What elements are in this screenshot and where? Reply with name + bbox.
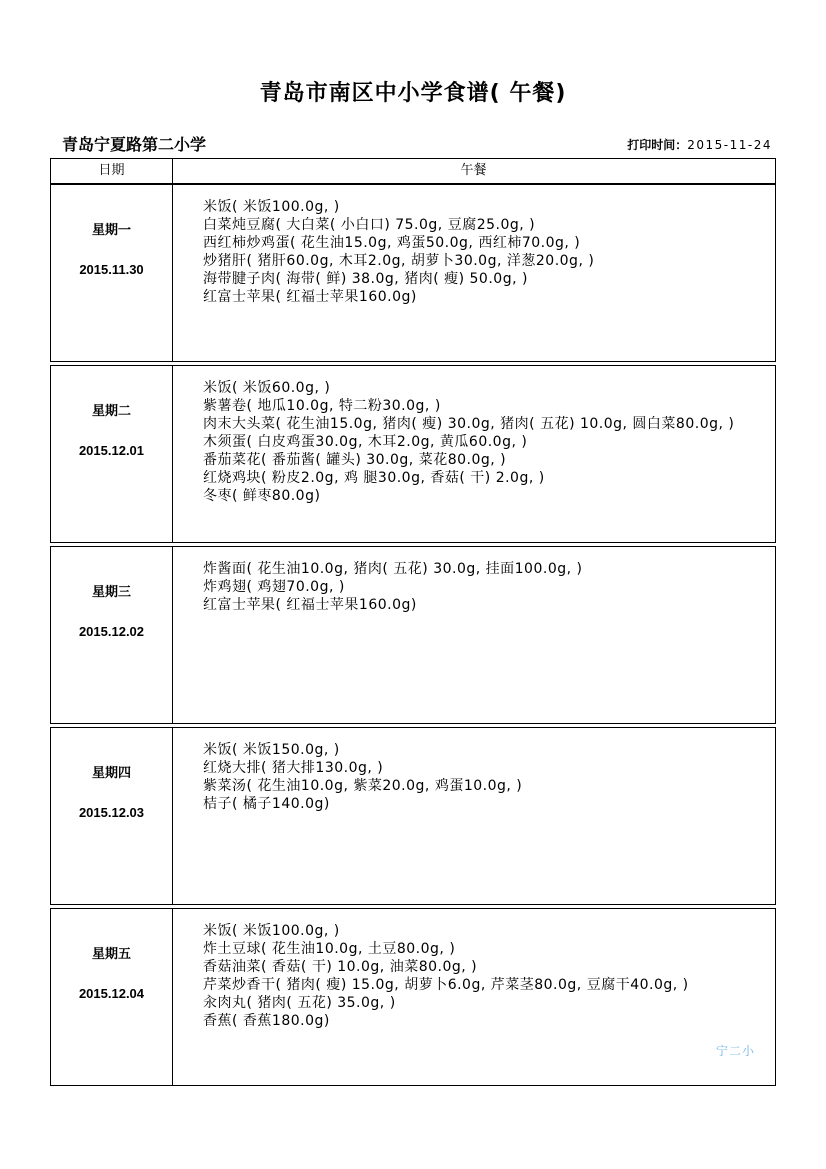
meal-items <box>203 379 763 505</box>
weekday-label: 星期五 <box>91 947 131 962</box>
table-row <box>50 184 776 362</box>
page-title: 青岛市南区中小学食谱( 午餐) <box>259 81 567 106</box>
weekday-label: 星期三 <box>91 585 131 600</box>
meal-item: 米饭( 米饭100.0g, ) <box>203 923 340 939</box>
date-label: 2015.12.03 <box>78 805 145 820</box>
meal-item: 红富士苹果( 红福士苹果160.0g) <box>203 289 417 305</box>
table-row <box>50 546 776 724</box>
meal-items <box>203 741 763 813</box>
meal-item: 炸鸡翅( 鸡翅70.0g, ) <box>203 579 345 595</box>
date-label: 2015.12.01 <box>78 443 145 458</box>
meal-item: 冬枣( 鲜枣80.0g) <box>203 488 321 504</box>
meal-item: 炒猪肝( 猪肝60.0g, 木耳2.0g, 胡萝卜30.0g, 洋葱20.0g, ) <box>203 253 595 269</box>
meal-item: 米饭( 米饭100.0g, ) <box>203 199 340 215</box>
meal-item: 海带腱子肉( 海带( 鲜) 38.0g, 猪肉( 瘦) 50.0g, ) <box>203 271 528 287</box>
meal-item: 香菇油菜( 香菇( 干) 10.0g, 油菜80.0g, ) <box>203 959 478 975</box>
table-row <box>50 365 776 543</box>
date-label: 2015.11.30 <box>79 262 144 277</box>
date-cell <box>51 185 173 361</box>
meal-item: 西红柿炒鸡蛋( 花生油15.0g, 鸡蛋50.0g, 西红柿70.0g, ) <box>203 235 581 251</box>
table-row <box>50 908 776 1086</box>
date-cell <box>51 728 173 904</box>
date-cell <box>51 909 173 1085</box>
meal-item: 香蕉( 香蕉180.0g) <box>203 1013 330 1029</box>
meal-item: 木须蛋( 白皮鸡蛋30.0g, 木耳2.0g, 黄瓜60.0g, ) <box>203 434 528 450</box>
meal-item: 米饭( 米饭60.0g, ) <box>203 380 331 396</box>
meal-item: 红烧大排( 猪大排130.0g, ) <box>203 760 384 776</box>
table-header <box>50 158 776 184</box>
meal-item: 番茄菜花( 番茄酱( 罐头) 30.0g, 菜花80.0g, ) <box>203 452 507 468</box>
weekday-label: 星期二 <box>91 404 131 419</box>
meal-item: 炸土豆球( 花生油10.0g, 土豆80.0g, ) <box>203 941 456 957</box>
meal-item: 红烧鸡块( 粉皮2.0g, 鸡 腿30.0g, 香菇( 干) 2.0g, ) <box>203 470 545 486</box>
date-label: 2015.12.04 <box>78 986 145 1001</box>
print-time-value: 2015-11-24 <box>687 138 772 152</box>
meal-item: 肉末大头菜( 花生油15.0g, 猪肉( 瘦) 30.0g, 猪肉( 五花) 10.0g, 圆白菜80.0g, ) <box>203 416 735 432</box>
meal-item: 米饭( 米饭150.0g, ) <box>203 742 340 758</box>
school-name: 青岛宁夏路第二小学 <box>62 135 207 154</box>
weekday-label: 星期一 <box>91 223 131 238</box>
school-stamp: 宁二小 <box>716 1044 756 1058</box>
weekday-label: 星期四 <box>91 766 131 781</box>
date-label: 2015.12.02 <box>78 624 145 639</box>
meal-item: 炸酱面( 花生油10.0g, 猪肉( 五花) 30.0g, 挂面100.0g, ) <box>203 561 583 577</box>
print-time-label: 打印时间： <box>627 138 688 152</box>
meal-items <box>203 560 763 614</box>
print-time <box>627 136 772 153</box>
meal-items <box>203 198 763 306</box>
table-row <box>50 727 776 905</box>
date-column-header: 日期 <box>51 159 173 183</box>
lunch-column-header: 午餐 <box>460 163 487 178</box>
meal-item: 芹菜炒香干( 猪肉( 瘦) 15.0g, 胡萝卜6.0g, 芹菜茎80.0g, 豆腐干40.0g, ) <box>203 977 689 993</box>
meal-item: 汆肉丸( 猪肉( 五花) 35.0g, ) <box>203 995 396 1011</box>
meal-items <box>203 922 763 1030</box>
date-cell <box>51 547 173 723</box>
meal-item: 紫薯卷( 地瓜10.0g, 特二粉30.0g, ) <box>203 398 441 414</box>
meal-item: 红富士苹果( 红福士苹果160.0g) <box>203 597 417 613</box>
meal-item: 桔子( 橘子140.0g) <box>203 796 330 812</box>
date-cell <box>51 366 173 542</box>
meal-item: 紫菜汤( 花生油10.0g, 紫菜20.0g, 鸡蛋10.0g, ) <box>203 778 523 794</box>
meal-item: 白菜炖豆腐( 大白菜( 小白口) 75.0g, 豆腐25.0g, ) <box>203 217 536 233</box>
